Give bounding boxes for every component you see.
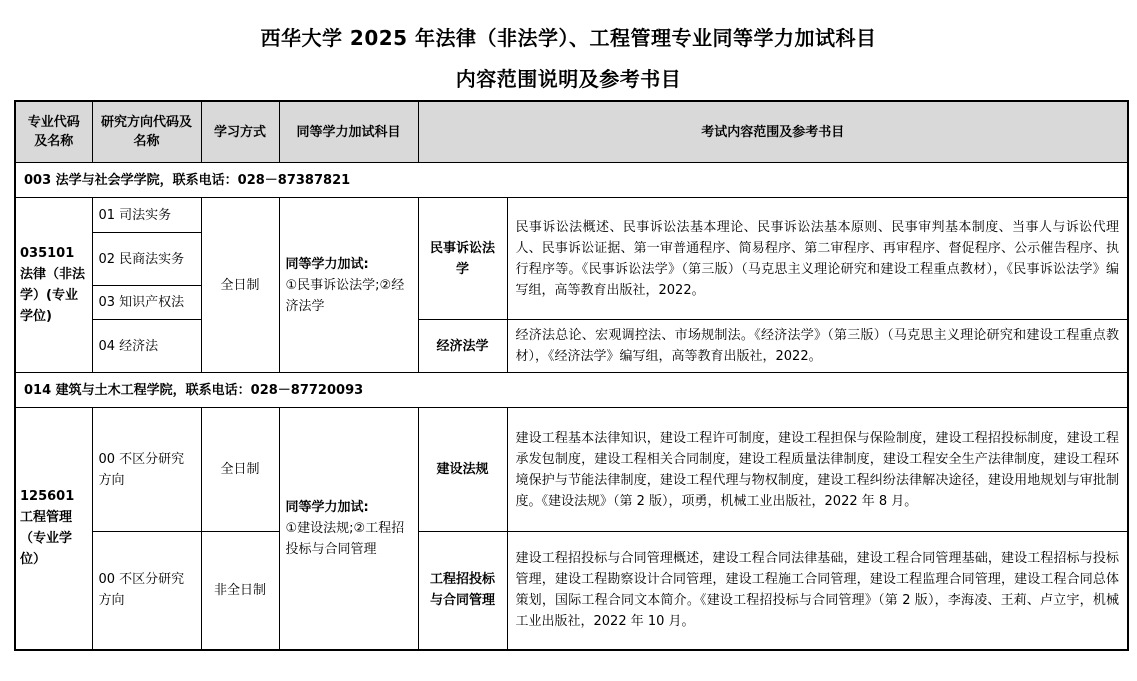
course-name-cell: 建设法规 <box>418 408 507 532</box>
course-desc-cell: 民事诉讼法概述、民事诉讼法基本理论、民事诉讼法基本原则、民事审判基本制度、当事人与诉讼代理人、民事诉讼证据、第一审普通程序、简易程序、第二审程序、再审程序、督促程序、公示催告程序、执行程序等。《民事诉讼法学》（第三版）（马克思主义理论研究和建设工程重点教材），《民事诉讼法学》编写组，高等教育出版社，2022。 <box>507 198 1128 320</box>
subject-title: 同等学力加试: <box>285 256 369 272</box>
major-cell-law: 035101 法律（非法学）(专业学位) <box>15 198 92 373</box>
section-row-engineering <box>15 373 1128 408</box>
table-row <box>15 532 1128 650</box>
header-subject: 同等学力加试科目 <box>279 101 418 163</box>
section-label-law: 003 法学与社会学学院，联系电话：028－87387821 <box>15 163 1128 198</box>
mode-cell-parttime: 非全日制 <box>201 532 279 650</box>
subject-title: 同等学力加试: <box>285 499 369 515</box>
mode-cell-law: 全日制 <box>201 198 279 373</box>
direction-cell: 02 民商法实务 <box>92 233 201 286</box>
direction-cell: 04 经济法 <box>92 320 201 373</box>
header-content: 考试内容范围及参考书目 <box>418 101 1128 163</box>
major-cell-engineering: 125601 工程管理（专业学位） <box>15 408 92 650</box>
header-mode: 学习方式 <box>201 101 279 163</box>
direction-cell: 03 知识产权法 <box>92 286 201 320</box>
document-title-line1: 西华大学 2025 年法律（非法学）、工程管理专业同等学力加试科目 <box>260 26 877 50</box>
course-desc-cell: 经济法总论、宏观调控法、市场规制法。《经济法学》（第三版）（马克思主义理论研究和建设工程重点教材），《经济法学》编写组，高等教育出版社，2022。 <box>507 320 1128 373</box>
course-name-cell: 民事诉讼法学 <box>418 198 507 320</box>
subject-cell-engineering <box>279 408 418 650</box>
course-name-cell: 工程招投标与合同管理 <box>418 532 507 650</box>
section-label-engineering: 014 建筑与土木工程学院，联系电话：028－87720093 <box>15 373 1128 408</box>
subject-cell-law <box>279 198 418 373</box>
subject-items: ①建设法规;②工程招投标与合同管理 <box>285 520 405 557</box>
table-row <box>15 198 1128 233</box>
document-title-line2: 内容范围说明及参考书目 <box>455 67 682 91</box>
header-direction: 研究方向代码及名称 <box>92 101 201 163</box>
course-desc-cell: 建设工程招投标与合同管理概述，建设工程合同法律基础，建设工程合同管理基础，建设工程招标与投标管理，建设工程勘察设计合同管理，建设工程施工合同管理，建设工程监理合同管理，建设工程合同总体策划，国际工程合同文本简介。《建设工程招投标与合同管理》（第 2 版），李海凌、王莉、卢立宇，机械工业出版社，2022 年 10 月。 <box>507 532 1128 650</box>
direction-cell: 00 不区分研究方向 <box>92 408 201 532</box>
table-header-row <box>15 101 1128 163</box>
direction-cell: 01 司法实务 <box>92 198 201 233</box>
table-row <box>15 408 1128 532</box>
subject-items: ①民事诉讼法学;②经济法学 <box>285 277 405 314</box>
mode-cell-fulltime: 全日制 <box>201 408 279 532</box>
section-row-law <box>15 163 1128 198</box>
subjects-table <box>14 100 1129 651</box>
course-desc-cell: 建设工程基本法律知识，建设工程许可制度，建设工程担保与保险制度，建设工程招投标制度，建设工程承发包制度，建设工程相关合同制度，建设工程质量法律制度，建设工程安全生产法律制度，建设工程环境保护与节能法律制度，建设工程代理与物权制度，建设工程纠纷法律解决途径，建设用地规划与审批制度。《建设法规》（第 2 版），项勇，机械工业出版社，2022 年 8 月。 <box>507 408 1128 532</box>
direction-cell: 00 不区分研究方向 <box>92 532 201 650</box>
course-name-cell: 经济法学 <box>418 320 507 373</box>
header-major: 专业代码及名称 <box>15 101 92 163</box>
table-row <box>15 320 1128 373</box>
